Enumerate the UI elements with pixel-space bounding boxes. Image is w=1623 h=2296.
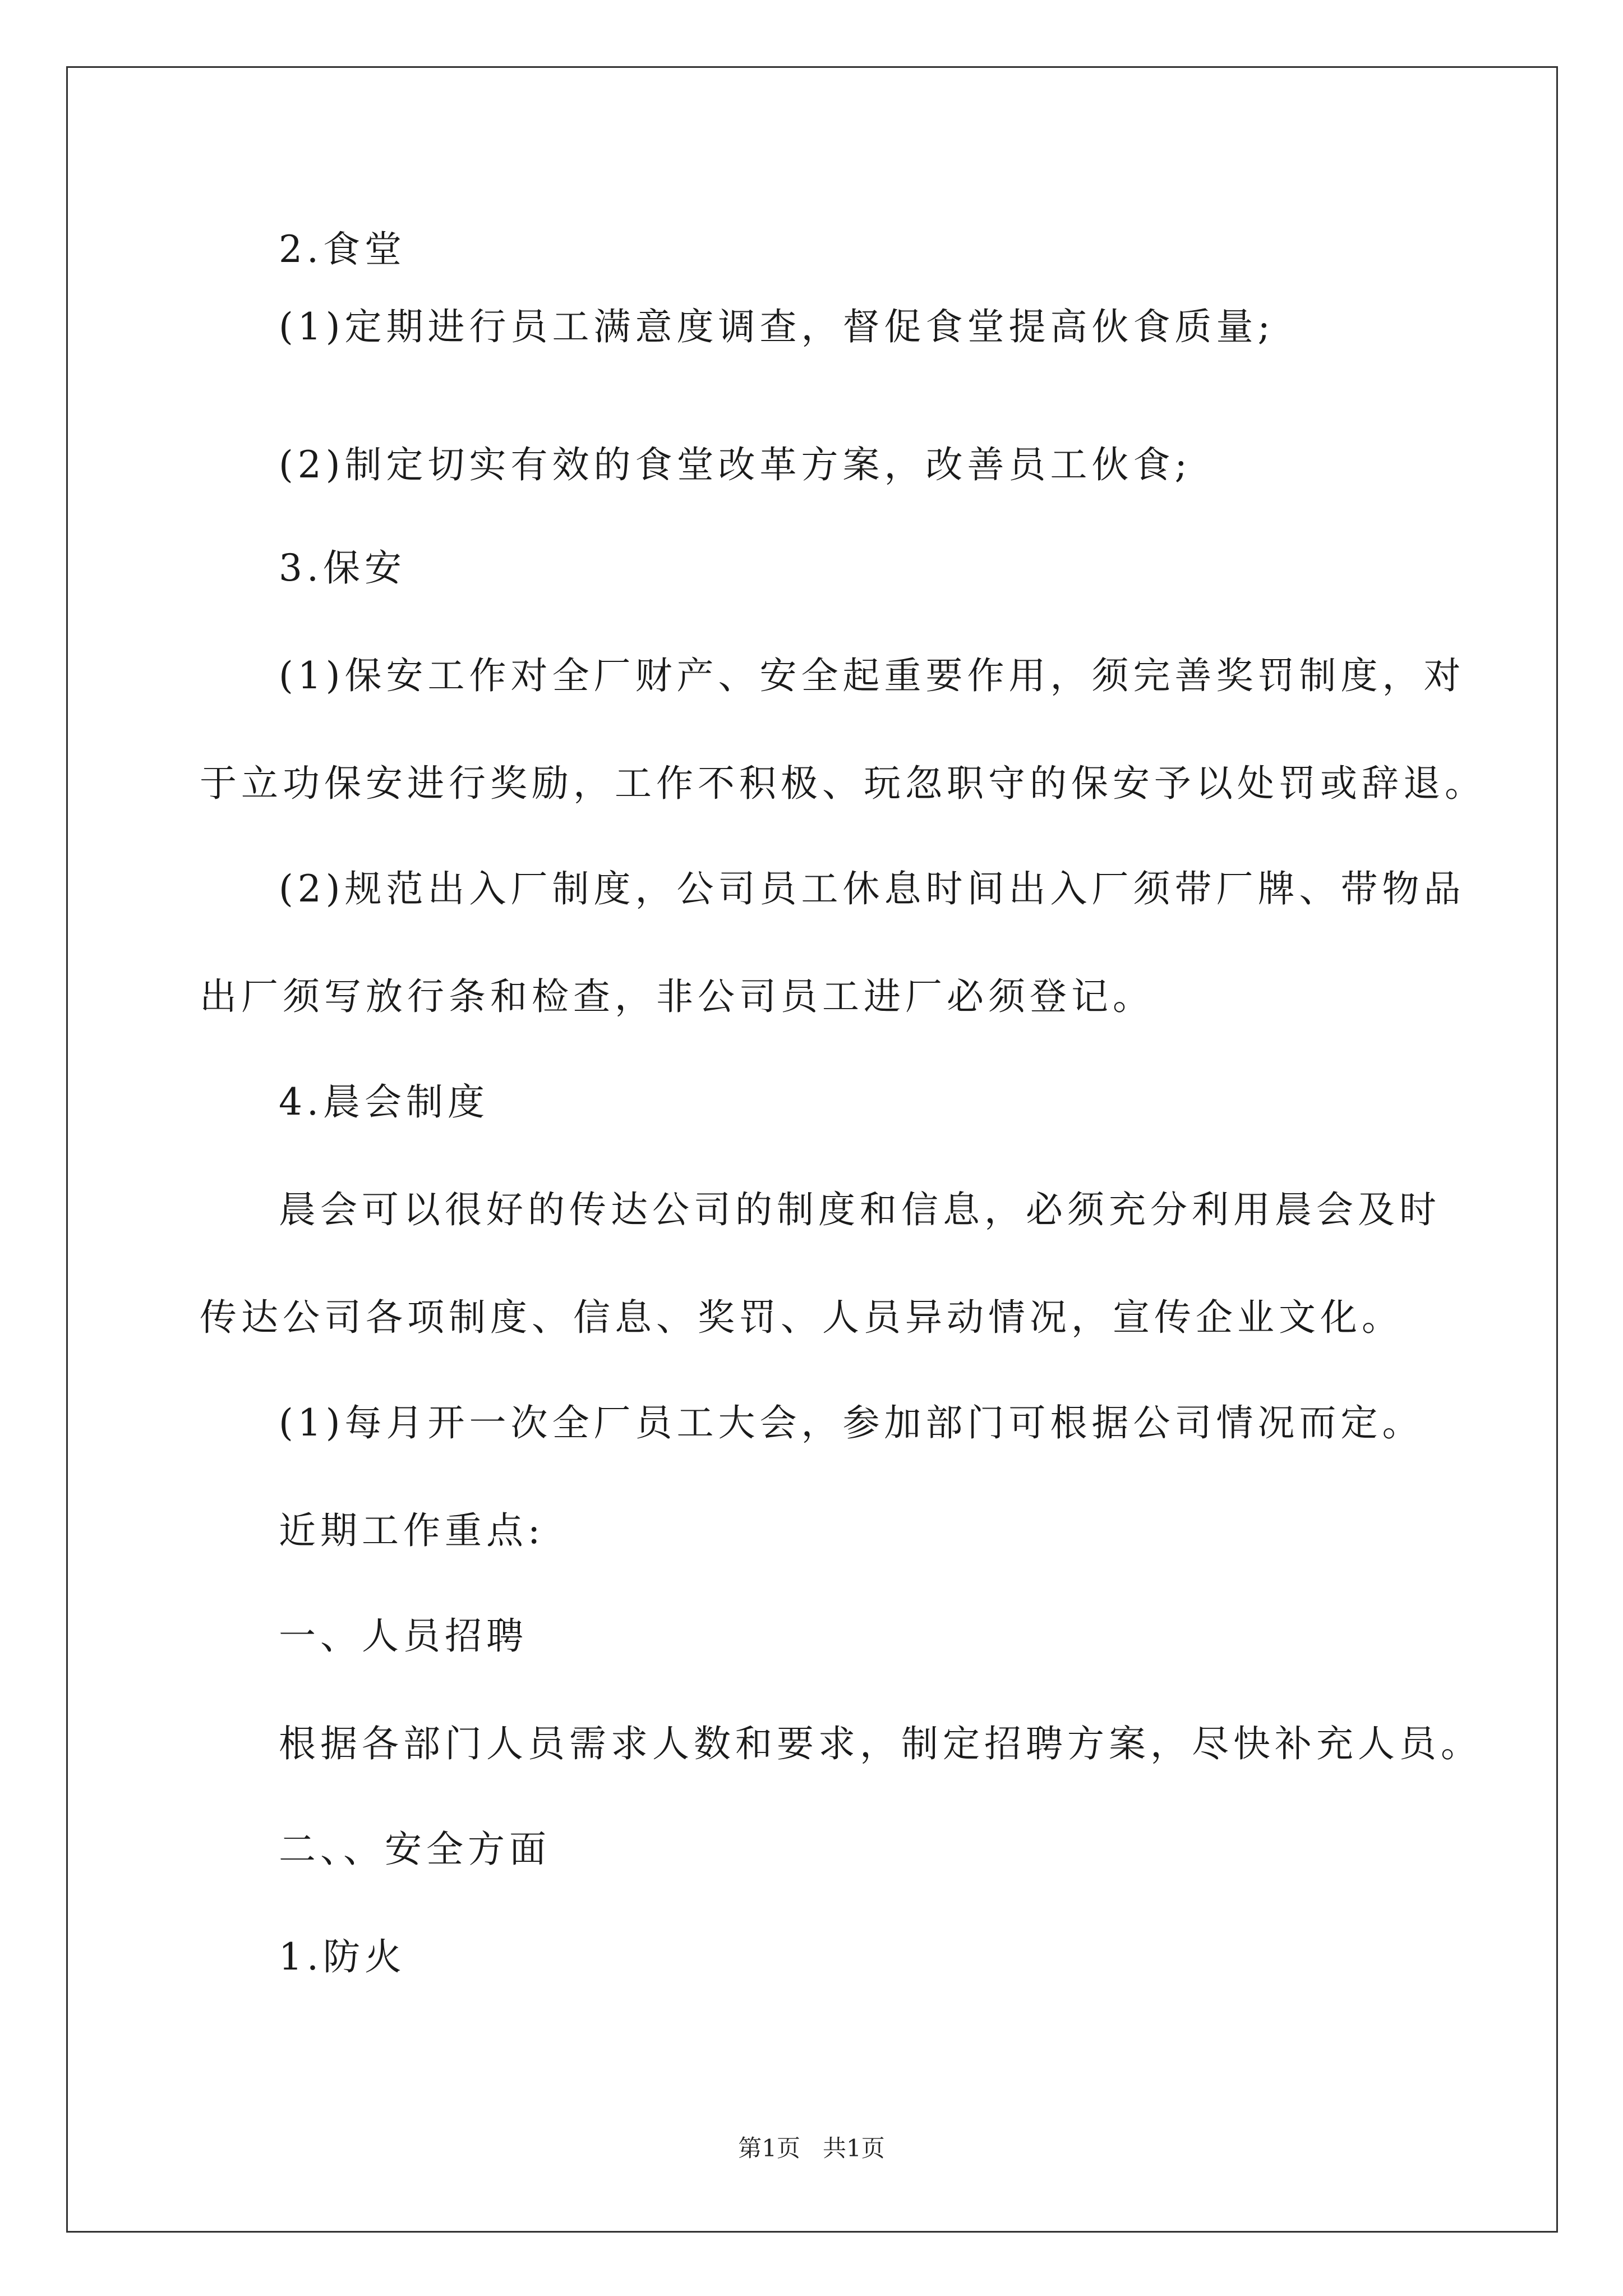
- section-heading-canteen: 2.食堂: [279, 228, 406, 271]
- section-heading-safety: 二、、安全方面: [279, 1828, 551, 1871]
- paragraph-line: (1)每月开一次全厂员工大会，参加部门可根据公司情况而定。: [279, 1401, 1424, 1444]
- section-heading-morning-meeting: 4.晨会制度: [279, 1080, 489, 1124]
- paragraph-line: 根据各部门人员需求人数和要求，制定招聘方案，尽快补充人员。: [279, 1722, 1482, 1765]
- paragraph-line: 传达公司各项制度、信息、奖罚、人员异动情况，宣传企业文化。: [200, 1296, 1403, 1339]
- paragraph-line: (1)定期进行员工满意度调查，督促食堂提高伙食质量;: [279, 305, 1275, 348]
- paragraph-line: (2)制定切实有效的食堂改革方案，改善员工伙食;: [279, 443, 1192, 486]
- section-heading-fire-prevention: 1.防火: [279, 1935, 406, 1978]
- paragraph-line: 出厂须写放行条和检查，非公司员工进厂必须登记。: [200, 975, 1154, 1018]
- section-heading-recent-focus: 近期工作重点:: [279, 1509, 545, 1552]
- paragraph-line: 晨会可以很好的传达公司的制度和信息，必须充分利用晨会及时: [279, 1188, 1441, 1231]
- section-heading-security: 3.保安: [279, 546, 406, 590]
- paragraph-line: (1)保安工作对全厂财产、安全起重要作用，须完善奖罚制度，对: [279, 654, 1465, 697]
- paragraph-line: (2)规范出入厂制度，公司员工休息时间出入厂须带厂牌、带物品: [279, 867, 1465, 910]
- paragraph-line: 于立功保安进行奖励，工作不积极、玩忽职守的保安予以处罚或辞退。: [200, 762, 1486, 805]
- page-number-total: 共1页: [823, 2134, 885, 2162]
- page-number-current: 第1页: [738, 2134, 800, 2162]
- page-footer: [0, 2132, 1623, 2165]
- section-heading-recruitment: 一、人员招聘: [279, 1614, 528, 1658]
